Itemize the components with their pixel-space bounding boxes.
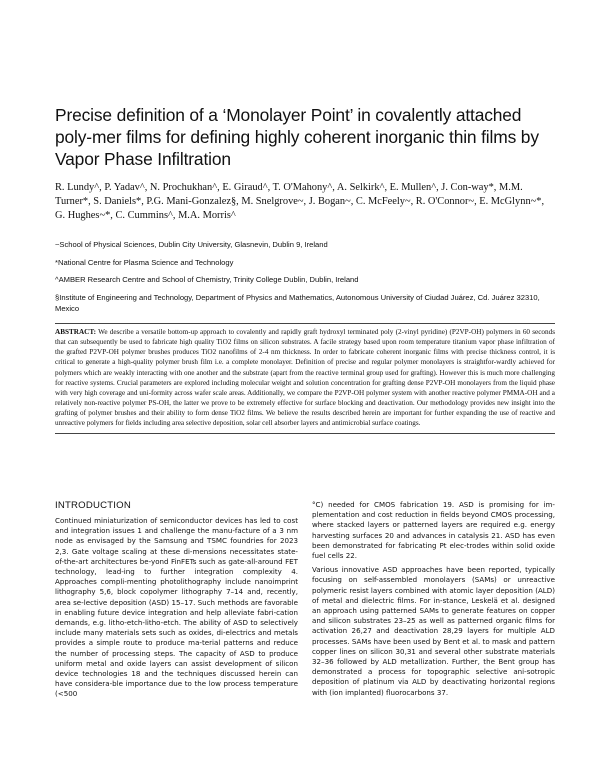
affiliation-1: ~School of Physical Sciences, Dublin City University, Glasnevin, Dublin 9, Ireland bbox=[55, 240, 328, 249]
affiliation-2: *National Centre for Plasma Science and Technology bbox=[55, 258, 234, 267]
paper-title: Precise definition of a ‘Monolayer Point’ in covalently attached poly-mer films for defining highly coherent inorganic thin films by Vapor Phase Infiltration bbox=[55, 105, 539, 169]
body-paragraph: Continued miniaturization of semiconductor devices has led to cost and integration issues 1 and challenge the manu-facture of a 3 nm node as envisaged by the Samsung and TSMC foundries for 2023 2,3. Gate voltage scaling at these di-mensions necessitates state-of-the-art architectures be-yond FinFETs such as gate-all-around FET technology, lead-ing to further integration complexity 4. Approaches compli-menting photolithography include nanoimprint lithography 5,6, block copolymer lithography 7–14 and, recently, area se-lective deposition (ASD) 15–17. Such methods are favorable in enabling future device integration and help alleviate fabri-cation demands, e.g. litho-etch-litho-etch. The ability of ASD to selectively include many materials sets such as oxides, di-electrics and metals provides a simple route to produce ma-terial patterns and reduce the number of processing steps. The capacity of ASD to produce uniform metal and oxide layers can assist development of silicon device technologies 18 and the techniques discussed herein can have considera-ble importance due to the low process temperature (<500 bbox=[55, 516, 298, 699]
abstract-label: ABSTRACT: bbox=[55, 328, 97, 336]
affiliation-3: ^AMBER Research Centre and School of Chemistry, Trinity College Dublin, Dublin, Ireland bbox=[55, 275, 359, 284]
affiliation-4: §Institute of Engineering and Technology, Department of Physics and Mathematics, Autonomous University of Ciudad Juárez, Cd. Juárez 32310, Mexico bbox=[55, 293, 540, 313]
section-heading-introduction: INTRODUCTION bbox=[55, 500, 131, 511]
right-column bbox=[312, 500, 555, 702]
abstract-block bbox=[55, 323, 555, 434]
left-column bbox=[55, 516, 298, 704]
body-paragraph: °C) needed for CMOS fabrication 19. ASD is promising for im-plementation and cost reduction in fields beyond CMOS processing, where stacked layers or patterned layers are required e.g. energy harvesting surfaces 20 and advances in catalysis 21. ASD has even been demonstrated for fabricating Pt elec-trodes within solid oxide fuel cells 22. bbox=[312, 500, 555, 561]
body-paragraph: Various innovative ASD approaches have been reported, typically focusing on self-assembled monolayers (SAMs) or unreactive polymeric resist layers combined with atomic layer deposition (ALD) of metal and dielectric films. For in-stance, Leskelä et al. designed an approach using patterned SAMs to generate features on copper and silicon substrates 23–25 as well as patterned organic films for activation 26,27 and deactivation 28,29 layers for multiple ALD processes. SAMs have been used by Bent et al. to mask and pattern copper lines on silicon 30,31 and several other substrate materials 32–36 followed by ALD metallization. Further, the Bent group has demonstrated a process for topographic selective ani-sotropic deposition of platinum via ALD by deactivating horizontal regions with (ion implanted) fluorocarbons 37. bbox=[312, 565, 555, 697]
abstract-text: We describe a versatile bottom-up approach to covalently and rapidly graft hydroxyl terminated poly (2-vinyl pyridine) (P2VP-OH) polymers in 60 seconds that can subsequently be used to fabricate high quality TiO2 films on silicon substrates. A facile strategy based upon room temperature titanium vapor phase infiltration of the grafted P2VP-OH polymer brushes produces TiO2 nanofilms of 2-4 nm thickness. In order to fabricate coherent inorganic films with precise thickness control, it is critical to generate a high-quality polymer brush film i.e. a complete monolayer. Definition of precise and regular polymer monolayers is straightfor-wardly achieved for polymers which are weakly interacting with one another and the substrate (apart from the reactive terminal group used for grafting). However this is much more challenging for reactive systems. Crucial parameters are explored including molecular weight and solution concentration for grafting dense P2VP-OH monolayers from the liquid phase with very high coverage and uni-formity across wafer scale areas. Additionally, we compare the P2VP-OH polymer system with another reactive polymer PMMA-OH and a relatively non-reactive polymer PS-OH, the latter we prove to be extremely effective for surface blocking and deactivation. Our methodology provides new insight into the grafting of polymer brushes and their ability to form dense TiO2 films. We believe the results described herein are important for further expanding the use of reactive and unreactive polymers for fields including area selective deposition, solar cell absorber layers and antimicrobial surface coatings. bbox=[55, 328, 555, 428]
author-list: R. Lundy^, P. Yadav^, N. Prochukhan^, E. Giraud^, T. O'Mahony^, A. Selkirk^, E. Mullen^, J. Con-way*, M.M. Turner*, S. Daniels*, P.G. Mani-Gonzalez§, M. Snelgrove~, J. Bogan~, C. McFeely~, R. O'Connor~, E. McGlynn~*, G. Hughes~*, C. Cummins^, M.A. Morris^ bbox=[55, 182, 545, 221]
